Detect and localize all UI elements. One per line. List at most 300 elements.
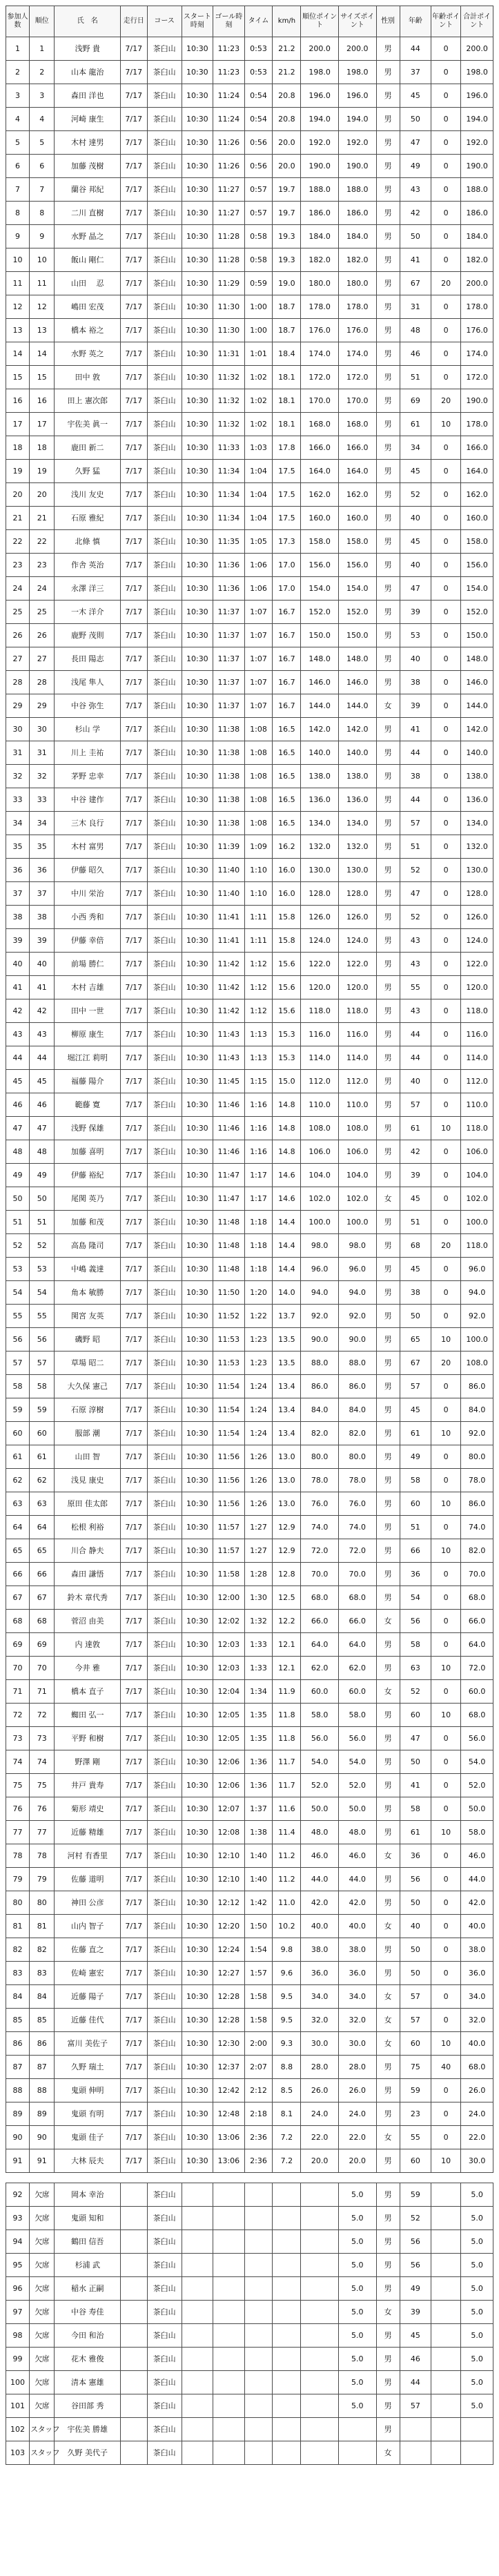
cell-age-points: 20: [431, 1234, 461, 1258]
cell-rank-points: 100.0: [301, 1211, 339, 1234]
cell-goal-time: 12:06: [213, 1750, 244, 1774]
cell-participant-no: 58: [6, 1375, 30, 1398]
cell-age-points: 0: [431, 84, 461, 108]
cell-sex: 男: [376, 108, 400, 131]
col-header-size-points: サイズポイント: [338, 6, 376, 37]
separator: [6, 2173, 493, 2183]
cell-name: 富川 美佐子: [55, 2032, 120, 2056]
cell-age: 41: [400, 1774, 431, 1797]
cell-rank-points: [301, 2207, 339, 2230]
cell-participant-no: 10: [6, 248, 30, 272]
cell-size-points: 126.0: [338, 906, 376, 929]
cell-age: 50: [400, 1750, 431, 1774]
cell-age-points: 0: [431, 295, 461, 319]
cell-sex: 男: [376, 483, 400, 507]
cell-date: 7/17: [120, 1539, 147, 1563]
cell-name: 松根 利裕: [55, 1516, 120, 1539]
cell-age: 59: [400, 2079, 431, 2102]
cell-goal-time: 11:57: [213, 1516, 244, 1539]
cell-age: 43: [400, 999, 431, 1023]
cell-size-points: 194.0: [338, 108, 376, 131]
cell-date: 7/17: [120, 741, 147, 765]
cell-participant-no: 4: [6, 108, 30, 131]
cell-start-time: 10:30: [182, 178, 213, 202]
cell-time: 1:06: [244, 554, 273, 577]
cell-age: 44: [400, 1023, 431, 1046]
cell-name: 加藤 和茂: [55, 1211, 120, 1234]
cell-size-points: 130.0: [338, 859, 376, 882]
cell-speed: 20.8: [273, 84, 301, 108]
cell-course: 茶臼山: [147, 953, 182, 976]
result-row: [6, 1891, 493, 1915]
cell-age: 47: [400, 131, 431, 155]
cell-participant-no: 77: [6, 1821, 30, 1844]
cell-total-points: 80.0: [461, 1445, 493, 1469]
cell-participant-no: 28: [6, 671, 30, 694]
cell-date: 7/17: [120, 1610, 147, 1633]
cell-rank: 53: [30, 1258, 55, 1281]
cell-total-points: 134.0: [461, 812, 493, 835]
cell-course: 茶臼山: [147, 906, 182, 929]
cell-speed: [273, 2254, 301, 2277]
cell-sex: 男: [376, 1445, 400, 1469]
cell-participant-no: 55: [6, 1305, 30, 1328]
cell-date: 7/17: [120, 1140, 147, 1164]
cell-participant-no: 78: [6, 1844, 30, 1868]
cell-total-points: 158.0: [461, 530, 493, 554]
cell-time: 0:59: [244, 272, 273, 295]
cell-total-points: 106.0: [461, 1140, 493, 1164]
cell-age-points: 10: [431, 2149, 461, 2173]
cell-rank: 87: [30, 2056, 55, 2079]
cell-goal-time: 11:41: [213, 906, 244, 929]
cell-start-time: 10:30: [182, 788, 213, 812]
cell-course: 茶臼山: [147, 976, 182, 999]
cell-size-points: 160.0: [338, 507, 376, 530]
cell-rank: 7: [30, 178, 55, 202]
cell-goal-time: 12:20: [213, 1915, 244, 1938]
cell-size-points: 188.0: [338, 178, 376, 202]
cell-goal-time: 11:29: [213, 272, 244, 295]
result-row: [6, 1328, 493, 1352]
cell-age: 52: [400, 859, 431, 882]
cell-goal-time: 12:24: [213, 1938, 244, 1962]
result-row: [6, 61, 493, 84]
cell-time: 1:10: [244, 859, 273, 882]
cell-total-points: 38.0: [461, 1938, 493, 1962]
cell-name: 野澤 剛: [55, 1750, 120, 1774]
cell-sex: 女: [376, 2032, 400, 2056]
result-row: [6, 1281, 493, 1305]
cell-age-points: [431, 2394, 461, 2418]
cell-name: 鹿田 新二: [55, 436, 120, 460]
cell-rank: 59: [30, 1398, 55, 1422]
cell-start-time: 10:30: [182, 624, 213, 647]
cell-sex: 男: [376, 953, 400, 976]
cell-speed: 16.7: [273, 601, 301, 624]
cell-sex: 男: [376, 84, 400, 108]
cell-rank-points: 140.0: [301, 741, 339, 765]
cell-goal-time: 11:30: [213, 295, 244, 319]
cell-course: 茶臼山: [147, 2149, 182, 2173]
cell-time: 1:26: [244, 1445, 273, 1469]
cell-name: 中谷 弥生: [55, 694, 120, 718]
cell-sex: 男: [376, 999, 400, 1023]
cell-speed: 12.1: [273, 1657, 301, 1680]
cell-size-points: 186.0: [338, 202, 376, 225]
cell-start-time: 10:30: [182, 1938, 213, 1962]
cell-date: 7/17: [120, 1563, 147, 1586]
cell-goal-time: 11:23: [213, 61, 244, 84]
cell-time: [244, 2254, 273, 2277]
cell-time: 1:40: [244, 1844, 273, 1868]
cell-time: 1:37: [244, 1797, 273, 1821]
cell-participant-no: 84: [6, 1985, 30, 2009]
cell-name: 角本 敏勝: [55, 1281, 120, 1305]
cell-course: 茶臼山: [147, 2126, 182, 2149]
cell-start-time: 10:30: [182, 1563, 213, 1586]
result-row: [6, 601, 493, 624]
cell-start-time: 10:30: [182, 999, 213, 1023]
cell-sex: 男: [376, 1469, 400, 1492]
cell-rank: 欠席: [30, 2371, 55, 2394]
result-row: [6, 155, 493, 178]
cell-date: [120, 2301, 147, 2324]
cell-start-time: [182, 2183, 213, 2207]
cell-time: 0:56: [244, 155, 273, 178]
cell-name: 鬼頭 佳子: [55, 2126, 120, 2149]
result-row: [6, 671, 493, 694]
cell-date: 7/17: [120, 530, 147, 554]
cell-start-time: 10:30: [182, 2009, 213, 2032]
cell-goal-time: 11:37: [213, 694, 244, 718]
cell-age: 61: [400, 1422, 431, 1445]
cell-sex: 男: [376, 1539, 400, 1563]
cell-date: 7/17: [120, 1985, 147, 2009]
cell-speed: [273, 2418, 301, 2441]
cell-age-points: 0: [431, 1305, 461, 1328]
cell-size-points: 144.0: [338, 694, 376, 718]
cell-age: 60: [400, 1704, 431, 1727]
cell-date: 7/17: [120, 554, 147, 577]
cell-sex: 男: [376, 1164, 400, 1187]
result-row: [6, 272, 493, 295]
cell-goal-time: [213, 2324, 244, 2348]
cell-name: 清本 憲雄: [55, 2371, 120, 2394]
cell-start-time: [182, 2230, 213, 2254]
cell-name: 伊藤 昭久: [55, 859, 120, 882]
result-row: [6, 1586, 493, 1610]
result-row: [6, 859, 493, 882]
cell-goal-time: 12:30: [213, 2032, 244, 2056]
cell-sex: 男: [376, 554, 400, 577]
cell-time: 1:22: [244, 1305, 273, 1328]
cell-sex: 男: [376, 248, 400, 272]
cell-start-time: 10:30: [182, 1516, 213, 1539]
result-row: [6, 1563, 493, 1586]
cell-age: 38: [400, 765, 431, 788]
cell-size-points: 76.0: [338, 1492, 376, 1516]
cell-goal-time: 11:38: [213, 718, 244, 741]
cell-name: 伊藤 裕紀: [55, 1164, 120, 1187]
cell-time: 1:05: [244, 530, 273, 554]
cell-goal-time: 11:32: [213, 389, 244, 413]
cell-sex: 男: [376, 718, 400, 741]
cell-age-points: 0: [431, 1281, 461, 1305]
cell-start-time: [182, 2441, 213, 2465]
cell-participant-no: 53: [6, 1258, 30, 1281]
cell-rank-points: 52.0: [301, 1774, 339, 1797]
cell-course: 茶臼山: [147, 788, 182, 812]
absentee-row: [6, 2230, 493, 2254]
cell-rank-points: 96.0: [301, 1258, 339, 1281]
col-header-course: コース: [147, 6, 182, 37]
cell-speed: 8.5: [273, 2079, 301, 2102]
cell-participant-no: 16: [6, 389, 30, 413]
cell-sex: 男: [376, 1492, 400, 1516]
cell-goal-time: 11:24: [213, 84, 244, 108]
cell-sex: 男: [376, 2418, 400, 2441]
cell-speed: 9.3: [273, 2032, 301, 2056]
cell-time: 1:18: [244, 1211, 273, 1234]
cell-start-time: 10:30: [182, 835, 213, 859]
cell-name: 浅野 貴: [55, 37, 120, 61]
cell-age: 46: [400, 2348, 431, 2371]
cell-age: 23: [400, 2102, 431, 2126]
cell-participant-no: 79: [6, 1868, 30, 1891]
cell-age-points: [431, 2301, 461, 2324]
cell-date: 7/17: [120, 1398, 147, 1422]
result-row: [6, 788, 493, 812]
cell-start-time: 10:30: [182, 1586, 213, 1610]
cell-speed: 17.8: [273, 436, 301, 460]
cell-speed: [273, 2207, 301, 2230]
cell-speed: [273, 2394, 301, 2418]
cell-size-points: 154.0: [338, 577, 376, 601]
cell-rank-points: 196.0: [301, 84, 339, 108]
cell-total-points: 5.0: [461, 2183, 493, 2207]
cell-age-points: 0: [431, 248, 461, 272]
cell-date: 7/17: [120, 812, 147, 835]
cell-participant-no: 74: [6, 1750, 30, 1774]
cell-age-points: 10: [431, 1117, 461, 1140]
cell-speed: 16.5: [273, 741, 301, 765]
cell-sex: 男: [376, 929, 400, 953]
cell-name: 佐崎 憲宏: [55, 1962, 120, 1985]
cell-rank-points: 26.0: [301, 2079, 339, 2102]
cell-course: 茶臼山: [147, 202, 182, 225]
cell-speed: 18.7: [273, 295, 301, 319]
cell-participant-no: 37: [6, 882, 30, 906]
cell-size-points: 20.0: [338, 2149, 376, 2173]
cell-start-time: 10:30: [182, 1915, 213, 1938]
cell-speed: 9.5: [273, 2009, 301, 2032]
cell-sex: 男: [376, 1633, 400, 1657]
cell-start-time: 10:30: [182, 248, 213, 272]
cell-time: 2:00: [244, 2032, 273, 2056]
cell-size-points: 5.0: [338, 2301, 376, 2324]
cell-age: 39: [400, 694, 431, 718]
cell-start-time: 10:30: [182, 460, 213, 483]
result-row: [6, 1164, 493, 1187]
cell-rank-points: 130.0: [301, 859, 339, 882]
cell-name: 田上 憲次郎: [55, 389, 120, 413]
cell-size-points: 46.0: [338, 1844, 376, 1868]
cell-total-points: 142.0: [461, 718, 493, 741]
cell-age: 43: [400, 178, 431, 202]
cell-start-time: 10:30: [182, 1164, 213, 1187]
cell-name: 加藤 茂樹: [55, 155, 120, 178]
cell-time: 1:17: [244, 1164, 273, 1187]
cell-time: 1:12: [244, 953, 273, 976]
cell-goal-time: 11:36: [213, 577, 244, 601]
cell-age-points: 0: [431, 812, 461, 835]
cell-time: 1:35: [244, 1727, 273, 1750]
cell-rank-points: 114.0: [301, 1046, 339, 1070]
cell-participant-no: 9: [6, 225, 30, 248]
cell-time: 1:20: [244, 1281, 273, 1305]
cell-rank-points: 38.0: [301, 1938, 339, 1962]
cell-total-points: 194.0: [461, 108, 493, 131]
cell-age: 39: [400, 1164, 431, 1187]
cell-rank: 22: [30, 530, 55, 554]
cell-age-points: 0: [431, 1985, 461, 2009]
cell-age: 45: [400, 1187, 431, 1211]
cell-start-time: 10:30: [182, 671, 213, 694]
result-row: [6, 295, 493, 319]
cell-date: 7/17: [120, 1211, 147, 1234]
cell-time: 1:50: [244, 1915, 273, 1938]
cell-total-points: 40.0: [461, 1915, 493, 1938]
cell-rank: 83: [30, 1962, 55, 1985]
cell-age: 56: [400, 2230, 431, 2254]
cell-age: 60: [400, 1492, 431, 1516]
cell-rank-points: [301, 2254, 339, 2277]
cell-goal-time: 11:48: [213, 1258, 244, 1281]
cell-course: 茶臼山: [147, 1211, 182, 1234]
cell-goal-time: 11:28: [213, 248, 244, 272]
cell-age: 56: [400, 2254, 431, 2277]
cell-rank-points: 150.0: [301, 624, 339, 647]
cell-age-points: 0: [431, 1516, 461, 1539]
cell-start-time: 10:30: [182, 647, 213, 671]
cell-name: 鶴田 信吾: [55, 2230, 120, 2254]
cell-course: 茶臼山: [147, 2348, 182, 2371]
cell-speed: 16.7: [273, 647, 301, 671]
cell-time: 1:23: [244, 1328, 273, 1352]
cell-age: 75: [400, 2056, 431, 2079]
cell-rank-points: 36.0: [301, 1962, 339, 1985]
cell-start-time: 10:30: [182, 108, 213, 131]
cell-participant-no: 20: [6, 483, 30, 507]
cell-rank: 欠席: [30, 2324, 55, 2348]
cell-course: 茶臼山: [147, 155, 182, 178]
cell-date: 7/17: [120, 1797, 147, 1821]
cell-course: 茶臼山: [147, 1422, 182, 1445]
cell-age-points: [431, 2324, 461, 2348]
cell-start-time: 10:30: [182, 1797, 213, 1821]
cell-rank: 58: [30, 1375, 55, 1398]
cell-name: 田中 一世: [55, 999, 120, 1023]
cell-total-points: 52.0: [461, 1774, 493, 1797]
cell-time: 1:08: [244, 812, 273, 835]
cell-goal-time: [213, 2183, 244, 2207]
cell-time: 1:07: [244, 671, 273, 694]
cell-sex: 男: [376, 1046, 400, 1070]
cell-size-points: 22.0: [338, 2126, 376, 2149]
cell-rank-points: 134.0: [301, 812, 339, 835]
cell-age: 45: [400, 84, 431, 108]
cell-rank-points: 42.0: [301, 1891, 339, 1915]
cell-goal-time: 11:53: [213, 1352, 244, 1375]
cell-age-points: 0: [431, 1211, 461, 1234]
cell-rank-points: 160.0: [301, 507, 339, 530]
cell-size-points: 108.0: [338, 1117, 376, 1140]
cell-rank-points: 192.0: [301, 131, 339, 155]
cell-date: 7/17: [120, 413, 147, 436]
cell-course: 茶臼山: [147, 1070, 182, 1093]
cell-age-points: 0: [431, 1469, 461, 1492]
result-row: [6, 1915, 493, 1938]
cell-name: 井戸 貴寿: [55, 1774, 120, 1797]
cell-start-time: 10:30: [182, 765, 213, 788]
cell-start-time: 10:30: [182, 1328, 213, 1352]
cell-time: 2:36: [244, 2149, 273, 2173]
cell-course: 茶臼山: [147, 1258, 182, 1281]
cell-size-points: 168.0: [338, 413, 376, 436]
cell-speed: 13.0: [273, 1492, 301, 1516]
cell-course: 茶臼山: [147, 178, 182, 202]
cell-start-time: 10:30: [182, 155, 213, 178]
cell-speed: 14.6: [273, 1164, 301, 1187]
cell-rank: 56: [30, 1328, 55, 1352]
cell-participant-no: 48: [6, 1140, 30, 1164]
cell-rank: 6: [30, 155, 55, 178]
cell-start-time: [182, 2394, 213, 2418]
cell-start-time: 10:30: [182, 1657, 213, 1680]
cell-age: 58: [400, 1797, 431, 1821]
cell-age: 37: [400, 61, 431, 84]
cell-start-time: 10:30: [182, 319, 213, 342]
cell-course: 茶臼山: [147, 436, 182, 460]
cell-time: 1:11: [244, 906, 273, 929]
cell-participant-no: 102: [6, 2418, 30, 2441]
cell-time: 1:26: [244, 1492, 273, 1516]
cell-course: 茶臼山: [147, 2324, 182, 2348]
cell-date: 7/17: [120, 1915, 147, 1938]
cell-speed: 17.5: [273, 507, 301, 530]
cell-total-points: 190.0: [461, 389, 493, 413]
cell-course: 茶臼山: [147, 1305, 182, 1328]
cell-rank-points: 198.0: [301, 61, 339, 84]
cell-sex: 男: [376, 1023, 400, 1046]
cell-rank: 2: [30, 61, 55, 84]
cell-rank-points: 30.0: [301, 2032, 339, 2056]
cell-time: 1:02: [244, 366, 273, 389]
cell-speed: 14.0: [273, 1281, 301, 1305]
cell-rank-points: [301, 2183, 339, 2207]
cell-age: 61: [400, 1821, 431, 1844]
cell-date: 7/17: [120, 929, 147, 953]
cell-date: 7/17: [120, 671, 147, 694]
cell-total-points: 56.0: [461, 1727, 493, 1750]
cell-course: 茶臼山: [147, 1539, 182, 1563]
cell-size-points: 50.0: [338, 1797, 376, 1821]
cell-rank: 37: [30, 882, 55, 906]
cell-goal-time: [213, 2230, 244, 2254]
cell-total-points: 138.0: [461, 765, 493, 788]
cell-sex: 男: [376, 1563, 400, 1586]
